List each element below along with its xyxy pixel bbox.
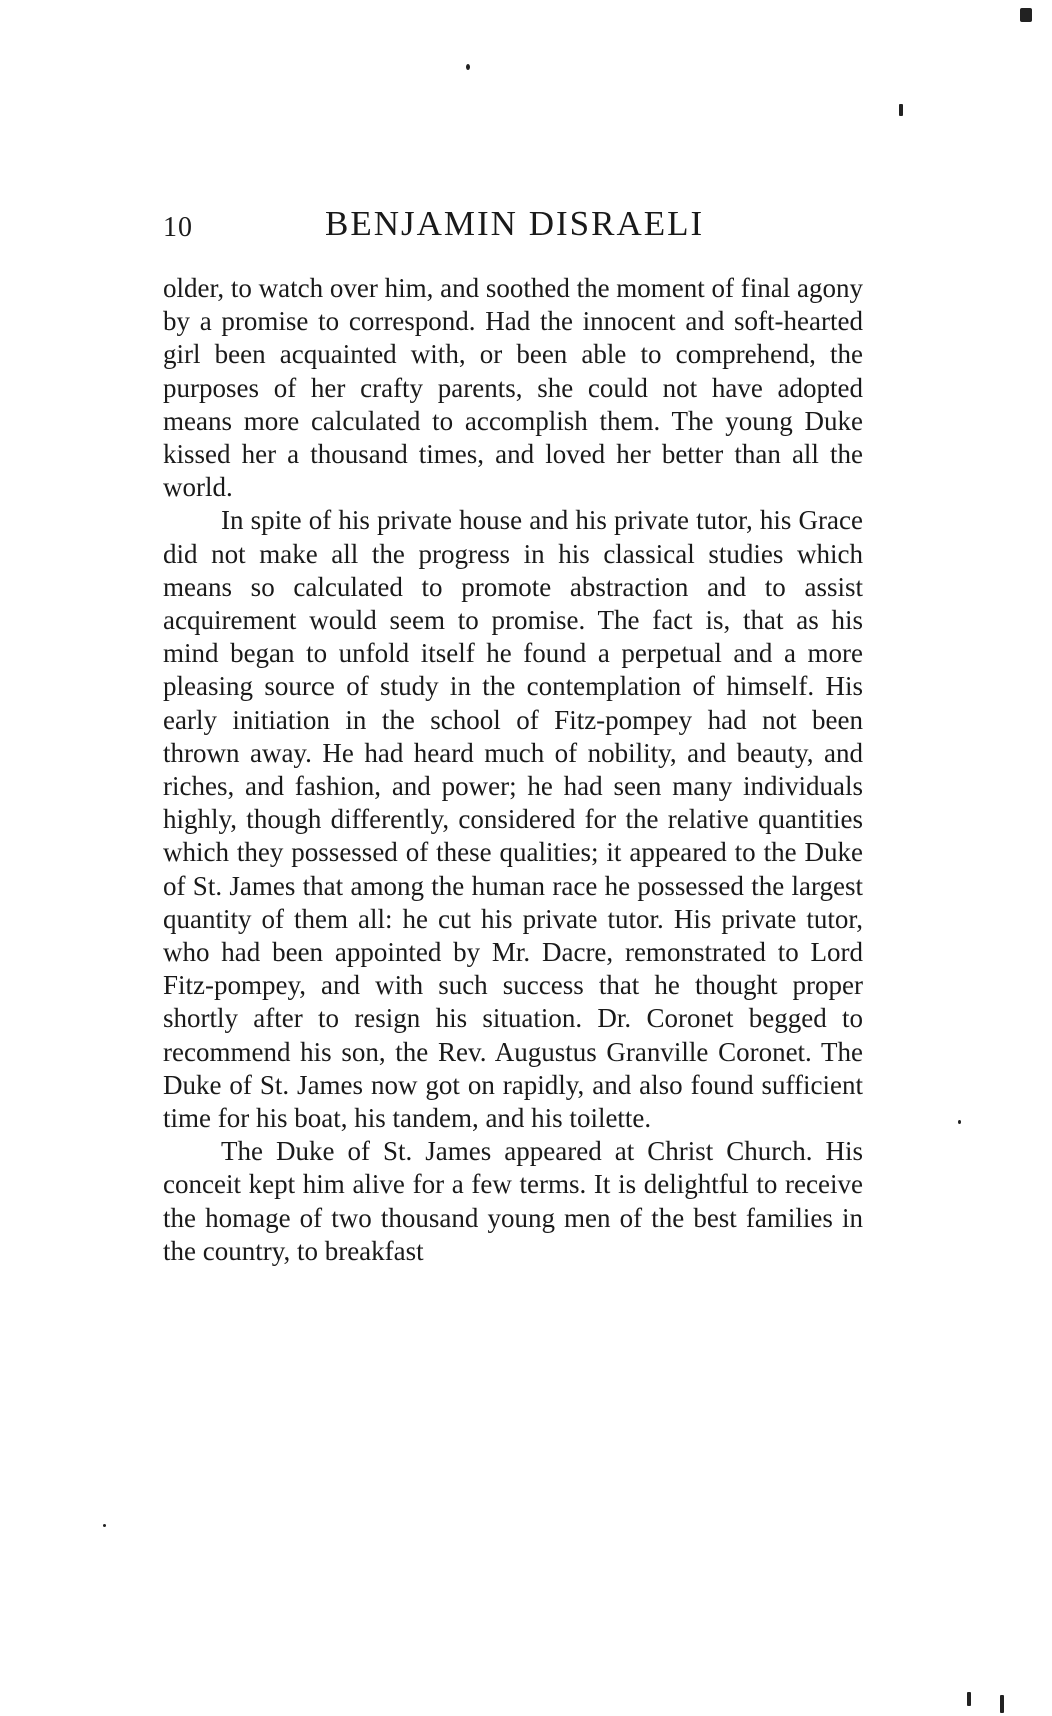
running-head: BENJAMIN DISRAELI — [325, 204, 705, 243]
scan-mark — [466, 64, 470, 70]
paragraph: older, to watch over him, and soothed the moment of final agony by a promise to correspond. Had the innocent and soft-hearted girl been acquainted with, or been able to comprehend, the purposes of her crafty parents, she could not have adopted means more calculated to accomplish them. The young Duke kissed her a thousand times, and loved her better than all the world. — [163, 273, 863, 503]
paragraph: In spite of his private house and his private tutor, his Grace did not make all the progress in his classical studies which means so calculated to promote abstraction and to assist acquirement would seem to promise. The fact is, that as his mind began to unfold itself he found a perpetual and a more pleasing source of study in the contemplation of himself. His early initiation in the school of Fitz-pompey had not been thrown away. He had heard much of nobility, and beauty, and riches, and fashion, and power; he had seen many individuals highly, though differently, considered for the relative quantities which they possessed of these qualities; it appeared to the Duke of St. James that among the human race he possessed the largest quantity of them all: he cut his private tutor. His private tutor, who had been appointed by Mr. Dacre, remonstrated to Lord Fitz-pompey, and with such success that he thought proper shortly after to resign his situation. Dr. Coronet begged to recommend his son, the Rev. Augustus Granville Coronet. The Duke of St. James now got on rapidly, and also found sufficient time for his boat, his tandem, and his toilette. — [163, 505, 863, 1134]
body-text — [163, 272, 863, 1268]
scan-mark — [1020, 8, 1032, 22]
paragraph: The Duke of St. James appeared at Christ Church. His conceit kept him alive for a few terms. It is delightful to receive the homage of two thousand young men of the best families in the country, to breakfast — [163, 1136, 863, 1266]
page-number: 10 — [163, 212, 193, 243]
scan-mark — [1000, 1695, 1004, 1713]
scan-mark — [967, 1692, 971, 1706]
scan-mark — [103, 1524, 106, 1527]
scan-mark — [899, 104, 903, 116]
page-header — [163, 204, 863, 254]
scan-mark — [958, 1120, 961, 1124]
